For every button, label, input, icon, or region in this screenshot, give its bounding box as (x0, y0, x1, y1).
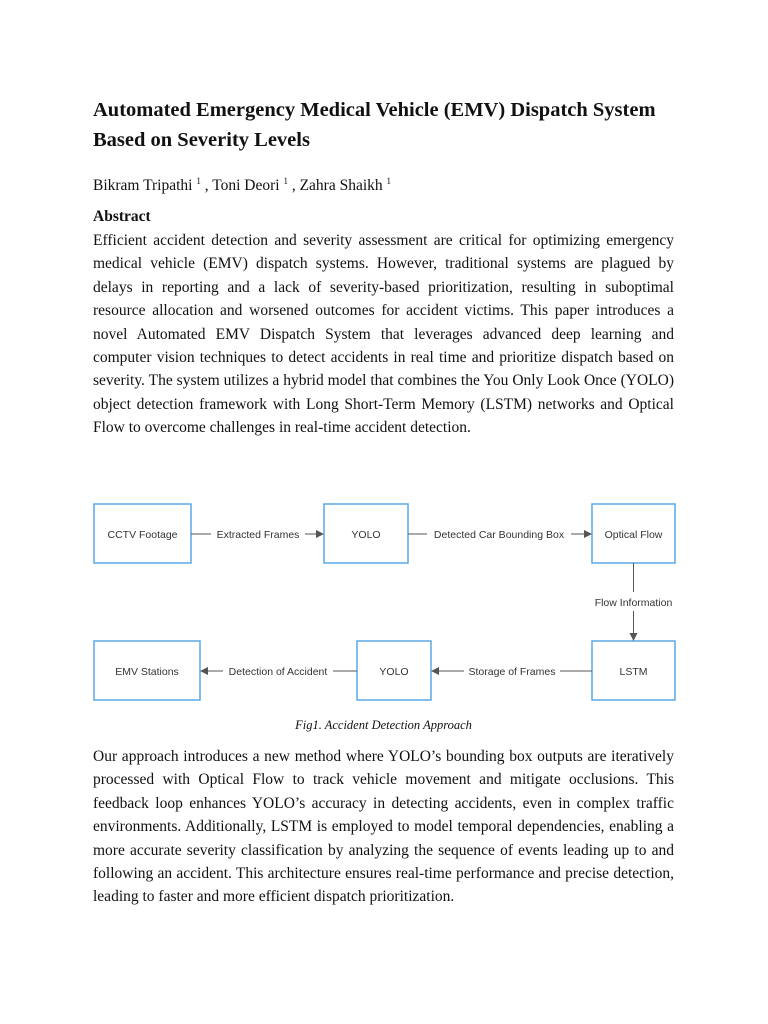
author-affiliation: 1 (196, 176, 201, 186)
edge-label: Extracted Frames (216, 529, 300, 541)
author-name: Bikram Tripathi (93, 177, 193, 194)
flow-diagram (93, 499, 683, 709)
node-yolo-2-label: YOLO (379, 666, 409, 678)
node-emv-stations-label: EMV Stations (115, 666, 179, 678)
edge-label: Storage of Frames (468, 666, 556, 678)
node-cctv-footage-label: CCTV Footage (107, 529, 178, 541)
body-paragraph: Our approach introduces a new method where YOLO’s bounding box outputs are iteratively processed with Optical Flow to track vehicle movement and mitigate occlusions. This feedback loop enhances YOLO’s accuracy in detecting accidents, even in complex traffic environments. Additionally, LSTM is employed to model temporal dependencies, enabling a more accurate severity classification by analyzing the sequence of events leading up to and following an accident. This architecture ensures real-time performance and precise detection, leading to faster and more efficient dispatch prioritization. (93, 748, 674, 906)
abstract-heading: Abstract (93, 208, 151, 225)
edge-label: Detected Car Bounding Box (433, 529, 565, 541)
author-affiliation: 1 (283, 176, 288, 186)
paper-title: Automated Emergency Medical Vehicle (EMV) Dispatch System Based on Severity Levels (93, 99, 656, 151)
edge-label: Flow Information (594, 597, 673, 609)
author-affiliation: 1 (386, 176, 392, 186)
figure-diagram (93, 499, 683, 709)
abstract-paragraph: Efficient accident detection and severity assessment are critical for optimizing emergency medical vehicle (EMV) dispatch systems. However, traditional systems are plagued by delays in reporting and a lack of severity-based prioritization, resulting in suboptimal resource allocation and worsened outcomes for accident victims. This paper introduces a novel Automated EMV Dispatch System that leverages advanced deep learning and computer vision techniques to detect accidents in real time and prioritize dispatch based on severity. The system utilizes a hybrid model that combines the You Only Look Once (YOLO) object detection framework with Long Short-Term Memory (LSTM) networks and Optical Flow to overcome challenges in real-time accident detection. (93, 232, 674, 437)
node-yolo-1-label: YOLO (351, 529, 381, 541)
author-list: Bikram Tripathi $^1$ , Toni Deori $^1$ , Zahra Shaikh $^1$ (93, 176, 392, 194)
node-optical-flow-label: Optical Flow (604, 529, 663, 541)
edge-label: Detection of Accident (228, 666, 328, 678)
author-name: Toni Deori (212, 177, 280, 194)
author-name: Zahra Shaikh (299, 177, 383, 194)
node-lstm-label: LSTM (619, 666, 648, 678)
figure-caption: Fig1. Accident Detection Approach (295, 718, 472, 732)
